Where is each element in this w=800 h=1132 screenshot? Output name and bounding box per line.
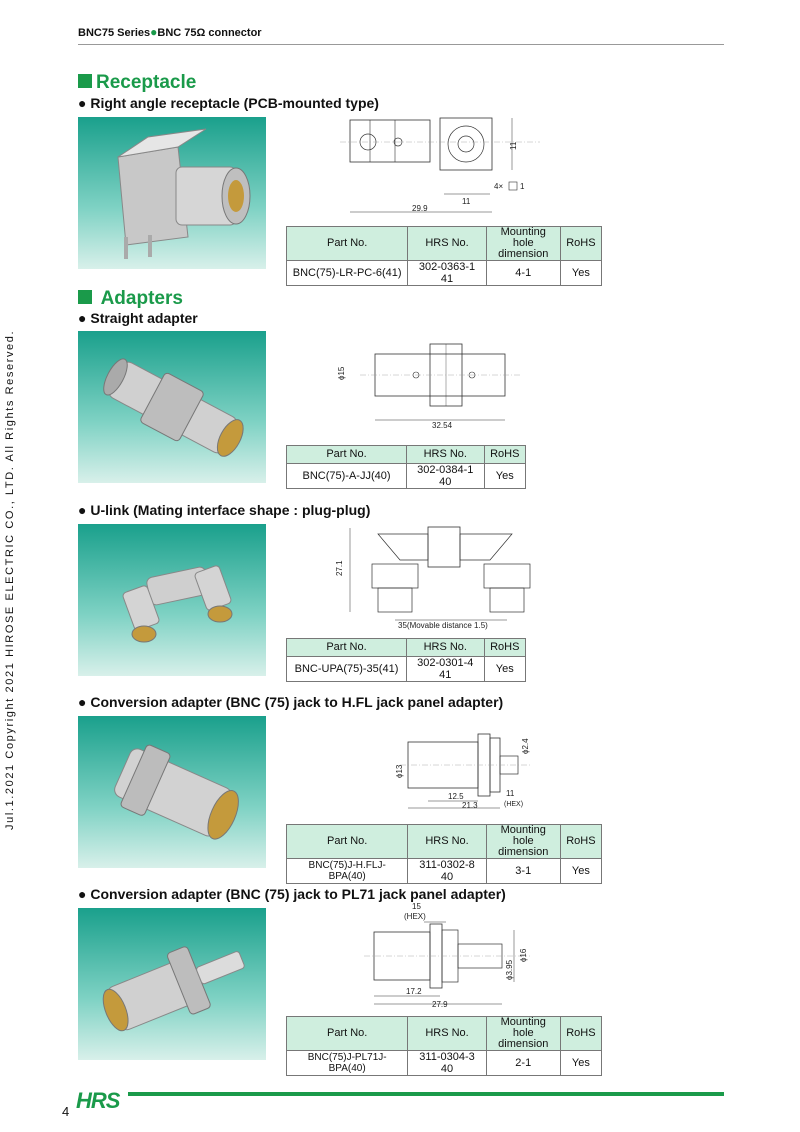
table-row xyxy=(287,464,526,489)
col-hrs-no: HRS No. xyxy=(408,1017,486,1051)
part-no-cell: BNC(75)-LR-PC-6(41) xyxy=(287,261,408,286)
col-mounting-hole: Mounting hole dimension xyxy=(486,825,560,859)
table-row xyxy=(287,859,602,884)
col-part-no: Part No. xyxy=(287,227,408,261)
dim-label: 21.3 xyxy=(462,801,478,810)
mounting-cell: 4-1 xyxy=(486,261,560,286)
dim-label: (HEX) xyxy=(504,801,524,808)
hrs-no-cell: 302-0384-1 40 xyxy=(407,464,485,489)
dim-label: 35(Movable distance 1.5) xyxy=(398,621,488,630)
col-rohs: RoHS xyxy=(560,1017,601,1051)
col-part-no: Part No. xyxy=(287,1017,408,1051)
section-receptacle: Receptacle xyxy=(78,72,196,94)
col-hrs-no: HRS No. xyxy=(407,446,485,464)
hrs-no-cell: 311-0304-3 40 xyxy=(408,1051,486,1076)
section-adapters: Adapters xyxy=(78,288,183,310)
col-hrs-no: HRS No. xyxy=(408,227,486,261)
dim-label: 11 xyxy=(509,141,518,150)
dim-label: 15 xyxy=(412,902,421,911)
dim-label: 29.9 xyxy=(412,204,428,213)
square-icon xyxy=(78,290,92,304)
product-photo xyxy=(78,331,266,483)
col-mounting-hole: Mounting hole dimension xyxy=(486,227,560,261)
col-rohs: RoHS xyxy=(560,227,601,261)
dim-label: 27.9 xyxy=(432,1000,448,1009)
dim-label: 11 xyxy=(506,789,515,798)
col-part-no: Part No. xyxy=(287,446,407,464)
dim-label: 27.1 xyxy=(335,560,344,576)
product-title: ● U-link (Mating interface shape : plug-plug) xyxy=(78,502,371,518)
dim-label: 17.2 xyxy=(406,987,422,996)
table-row xyxy=(287,1051,602,1076)
page-number: 4 xyxy=(62,1104,70,1119)
hrs-no-cell: 302-0363-1 41 xyxy=(408,261,486,286)
col-part-no: Part No. xyxy=(287,825,408,859)
part-table xyxy=(286,1016,602,1076)
bullet-icon: ● xyxy=(150,25,158,39)
part-table xyxy=(286,226,602,286)
dim-label: (HEX) xyxy=(404,912,426,921)
rohs-cell: Yes xyxy=(560,261,601,286)
dim-label: ϕ13 xyxy=(395,764,404,778)
mounting-cell: 3-1 xyxy=(486,859,560,884)
dim-label: 32.54 xyxy=(432,421,453,430)
part-no-cell: BNC(75)J-PL71J-BPA(40) xyxy=(287,1051,408,1076)
part-table xyxy=(286,824,602,884)
dim-label: ϕ2.4 xyxy=(521,738,530,754)
rohs-cell: Yes xyxy=(560,859,601,884)
part-no-cell: BNC(75)J-H.FLJ-BPA(40) xyxy=(287,859,408,884)
dimension-drawing xyxy=(380,728,540,820)
header-divider xyxy=(78,44,724,45)
square-icon xyxy=(78,74,92,88)
part-table xyxy=(286,445,526,489)
dim-label: 12.5 xyxy=(448,792,464,801)
part-table xyxy=(286,638,526,682)
dim-label: ϕ3.95 xyxy=(505,959,514,980)
col-hrs-no: HRS No. xyxy=(407,639,485,657)
col-hrs-no: HRS No. xyxy=(408,825,486,859)
footer-bar xyxy=(128,1092,724,1096)
col-rohs: RoHS xyxy=(484,639,525,657)
col-part-no: Part No. xyxy=(287,639,407,657)
part-no-cell: BNC(75)-A-JJ(40) xyxy=(287,464,407,489)
product-title: ● Right angle receptacle (PCB-mounted type) xyxy=(78,95,379,111)
dim-label: ϕ15 xyxy=(337,366,346,380)
dimension-drawing xyxy=(360,900,540,1010)
product-title: ● Conversion adapter (BNC (75) jack to H.FL jack panel adapter) xyxy=(78,694,504,710)
col-rohs: RoHS xyxy=(484,446,525,464)
dim-label: 11 xyxy=(462,197,471,206)
rohs-cell: Yes xyxy=(484,657,525,682)
product-title: ● Conversion adapter (BNC (75) jack to PL71 jack panel adapter) xyxy=(78,886,506,902)
part-no-cell: BNC-UPA(75)-35(41) xyxy=(287,657,407,682)
side-copyright: Jul.1.2021 Copyright 2021 HIROSE ELECTRIC CO., LTD. All Rights Reserved. xyxy=(4,329,16,830)
page-header xyxy=(78,25,262,39)
col-mounting-hole: Mounting hole dimension xyxy=(486,1017,560,1051)
header-title: BNC 75Ω connector xyxy=(157,27,262,39)
hrs-no-cell: 302-0301-4 41 xyxy=(407,657,485,682)
dimension-drawing xyxy=(330,524,530,634)
dim-label: ϕ16 xyxy=(519,948,528,962)
dimension-drawing xyxy=(330,342,530,432)
rohs-cell: Yes xyxy=(484,464,525,489)
dimension-drawing xyxy=(340,112,540,217)
hrs-no-cell: 311-0302-8 40 xyxy=(408,859,486,884)
product-photo xyxy=(78,524,266,676)
mounting-cell: 2-1 xyxy=(486,1051,560,1076)
table-row xyxy=(287,261,602,286)
series-label: BNC75 Series xyxy=(78,27,151,39)
hrs-logo: HRS xyxy=(76,1088,120,1113)
product-photo xyxy=(78,716,266,868)
col-rohs: RoHS xyxy=(560,825,601,859)
dim-label: 4× xyxy=(494,182,504,191)
table-row xyxy=(287,657,526,682)
dim-label: 1 xyxy=(520,182,525,191)
product-title: ● Straight adapter xyxy=(78,310,198,326)
product-photo xyxy=(78,117,266,269)
rohs-cell: Yes xyxy=(560,1051,601,1076)
product-photo xyxy=(78,908,266,1060)
